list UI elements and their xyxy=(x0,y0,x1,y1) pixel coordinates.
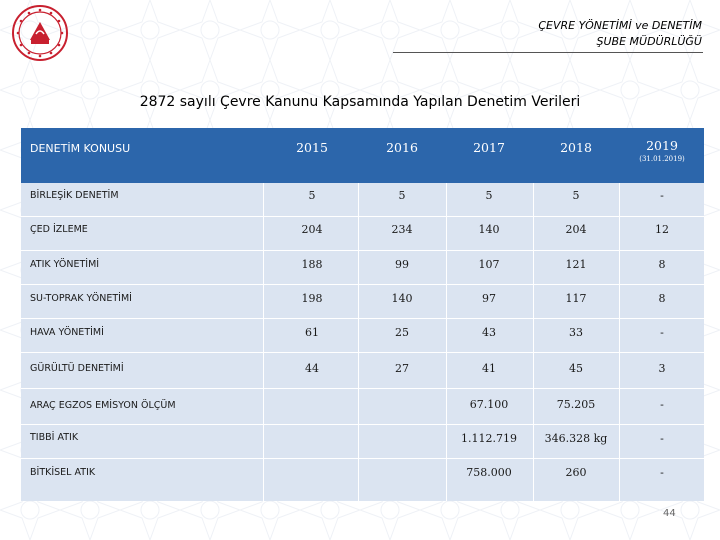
header-line-1: ÇEVRE YÖNETİMİ ve DENETİM xyxy=(538,19,702,32)
table-cell: 99 xyxy=(395,258,409,271)
grid-line xyxy=(21,216,704,217)
table-cell: 61 xyxy=(305,326,319,339)
table-cell: - xyxy=(660,398,664,411)
table-cell: 5 xyxy=(485,189,493,202)
grid-line xyxy=(21,284,704,285)
grid-line xyxy=(21,250,704,251)
grid-line xyxy=(263,183,264,501)
table-cell: 5 xyxy=(398,189,406,202)
column-header-2018: 2018 xyxy=(560,140,592,155)
row-label-birlesik-denetim: BİRLEŞİK DENETİM xyxy=(30,190,119,201)
grid-line xyxy=(21,318,704,319)
table-cell: - xyxy=(660,326,664,339)
grid-line xyxy=(21,424,704,425)
table-cell: 758.000 xyxy=(466,466,512,479)
table-cell: 260 xyxy=(565,466,587,479)
row-label-atik-yonetimi: ATIK YÖNETİMİ xyxy=(30,259,100,270)
table-cell: 204 xyxy=(301,223,323,236)
header-line-2: ŞUBE MÜDÜRLÜĞÜ xyxy=(596,35,702,48)
table-cell: 45 xyxy=(569,362,583,375)
table-cell: 25 xyxy=(395,326,409,339)
table-cell: 12 xyxy=(655,223,669,236)
table-cell: 346.328 kg xyxy=(544,432,608,445)
table-cell: 8 xyxy=(658,258,666,271)
table-cell: 75.205 xyxy=(556,398,596,411)
table-header-row xyxy=(21,128,704,183)
table-cell: 140 xyxy=(478,223,500,236)
row-label-hava-yonetimi: HAVA YÖNETİMİ xyxy=(30,327,104,338)
page-number: 44 xyxy=(663,508,676,519)
table-cell: 67.100 xyxy=(469,398,509,411)
table-cell: 5 xyxy=(308,189,316,202)
row-label-gurultu-denetimi: GÜRÜLTÜ DENETİMİ xyxy=(30,363,124,374)
table-cell: 140 xyxy=(391,292,413,305)
column-header-2019-date-note: (31.01.2019) xyxy=(639,155,685,163)
table-cell: 8 xyxy=(658,292,666,305)
row-label-tibbi-atik: TIBBİ ATIK xyxy=(30,432,79,443)
page-title: 2872 sayılı Çevre Kanunu Kapsamında Yapılan Denetim Verileri xyxy=(139,94,581,110)
header-divider xyxy=(393,52,703,53)
column-header-2019: 2019 xyxy=(646,138,678,153)
column-header-topic: DENETİM KONUSU xyxy=(30,142,131,155)
table-cell: 33 xyxy=(569,326,583,339)
table-body xyxy=(21,128,704,501)
table-cell: 121 xyxy=(565,258,587,271)
table-cell: 3 xyxy=(658,362,666,375)
column-header-2015: 2015 xyxy=(296,140,328,155)
ministry-logo-icon xyxy=(11,4,69,62)
row-label-su-toprak-yonetimi: SU-TOPRAK YÖNETİMİ xyxy=(30,293,132,304)
row-label-bitkisel-atik: BİTKİSEL ATIK xyxy=(30,467,96,478)
table-cell: 107 xyxy=(478,258,500,271)
table-cell: 44 xyxy=(305,362,319,375)
table-cell: - xyxy=(660,466,664,479)
table-cell: 41 xyxy=(482,362,496,375)
grid-line xyxy=(21,388,704,389)
table-cell: 204 xyxy=(565,223,587,236)
table-cell: 5 xyxy=(572,189,580,202)
table-cell: 198 xyxy=(301,292,323,305)
table-cell: 97 xyxy=(482,292,496,305)
table-cell: - xyxy=(660,432,664,445)
table-cell: 117 xyxy=(565,292,587,305)
table-cell: 1.112.719 xyxy=(461,432,517,445)
grid-line xyxy=(21,352,704,353)
column-header-2016: 2016 xyxy=(386,140,418,155)
table-cell: 43 xyxy=(482,326,496,339)
table-cell: 27 xyxy=(395,362,409,375)
table-cell: 188 xyxy=(301,258,323,271)
table-cell: 234 xyxy=(391,223,413,236)
grid-line xyxy=(21,458,704,459)
table-cell: - xyxy=(660,189,664,202)
row-label-arac-egzos-emisyon-olcum: ARAÇ EGZOS EMİSYON ÖLÇÜM xyxy=(30,400,176,411)
row-label-ced-izleme: ÇED İZLEME xyxy=(30,224,88,235)
column-header-2017: 2017 xyxy=(473,140,505,155)
department-header xyxy=(538,18,702,50)
